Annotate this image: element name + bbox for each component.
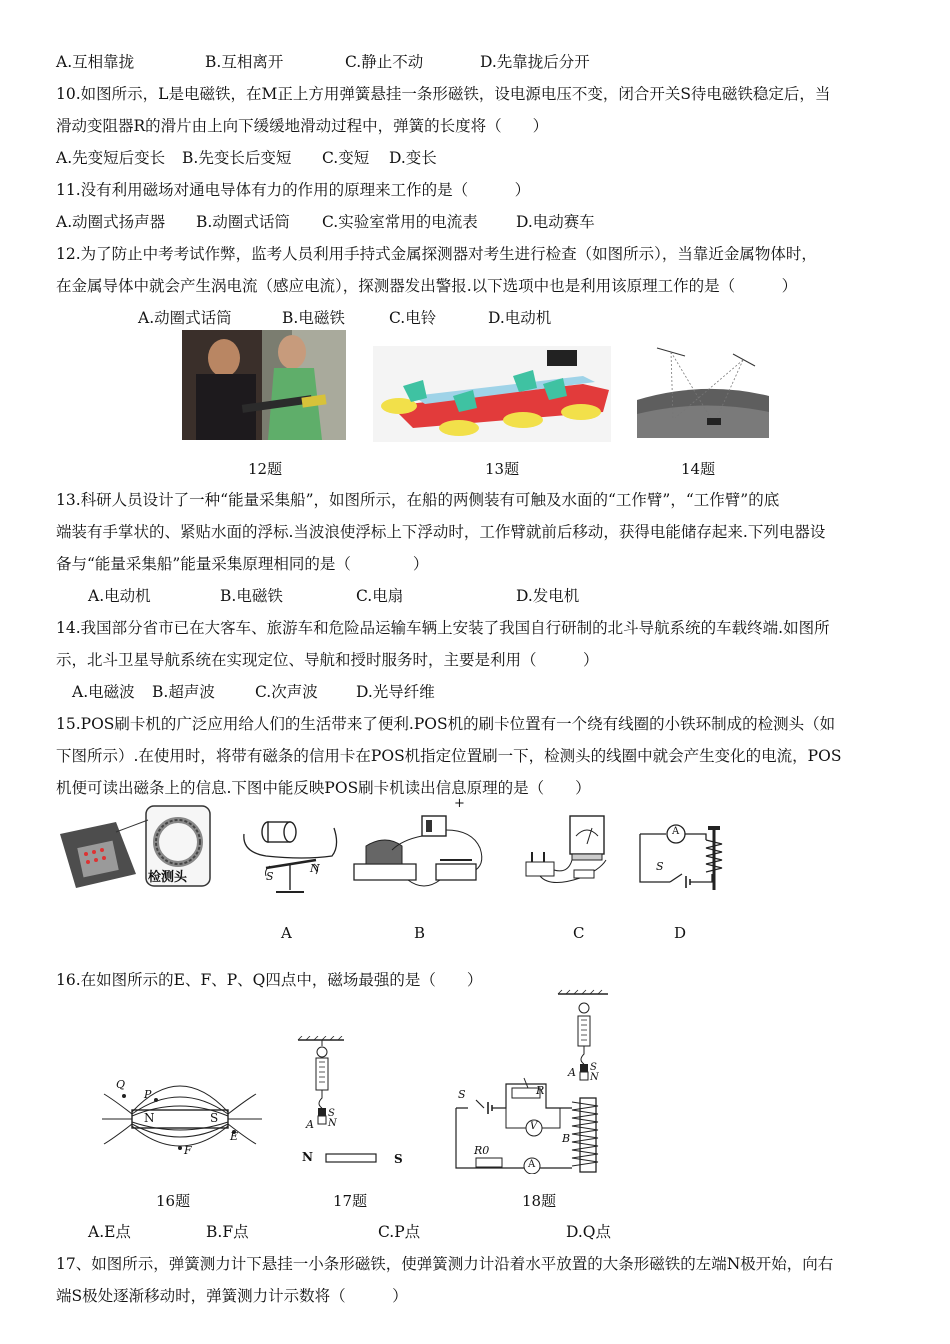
metal-detector-photo: [182, 330, 346, 440]
figure-c-induction-experiment: [520, 814, 624, 890]
q14-option-b: B.超声波: [152, 683, 215, 701]
q10-option-b: B.先变长后变短: [182, 149, 292, 167]
fig18-switch-label: S: [458, 1088, 466, 1101]
fig18-r-label: R: [536, 1084, 545, 1097]
big-magnet-n-label: N: [302, 1150, 313, 1164]
fig18-ammeter-label: A: [528, 1159, 536, 1170]
q9-option-c: C.静止不动: [345, 53, 424, 71]
fig18-a-label: A: [568, 1066, 576, 1079]
q14-option-c: C.次声波: [255, 683, 318, 701]
figure-16-magnetic-field: [96, 1060, 266, 1166]
fig18-caption: 18题: [522, 1192, 557, 1210]
q12-option-d: D.电动机: [488, 309, 552, 327]
q9-option-a: A.互相靠拢: [56, 53, 135, 71]
q14-option-a: A.电磁波: [72, 683, 135, 701]
q15-line-1: 15.POS刷卡机的广泛应用给人们的生活带来了便利.POS机的刷卡位置有一个绕有线圈的小铁环制成的检测头（如: [56, 715, 836, 733]
figure-a-s-label: S: [266, 870, 274, 883]
figure-17-spring-scale: [296, 1036, 416, 1168]
beidou-satellite-figure: [637, 340, 769, 438]
q13-line-3: 备与“能量采集船”能量采集原理相同的是（ ）: [56, 555, 429, 573]
fig13-caption: 13题: [485, 460, 520, 478]
q10-line-1: 10.如图所示，L是电磁铁，在M正上方用弹簧悬挂一条形磁铁，设电源电压不变，闭合开关S待电磁铁稳定后，当: [56, 85, 831, 103]
q10-option-d: D.变长: [389, 149, 437, 167]
figure-b-caption: B: [414, 924, 426, 942]
fig17-caption: 17题: [333, 1192, 368, 1210]
fig17-a-label: A: [306, 1118, 314, 1131]
fig14-caption: 14题: [681, 460, 716, 478]
fig18-r0-label: R0: [474, 1144, 490, 1157]
figure-d-electromagnet-circuit: [636, 820, 728, 894]
q11-option-b: B.动圈式话筒: [196, 213, 290, 231]
q15-line-3: 机便可读出磁条上的信息.下图中能反映POS刷卡机读出信息原理的是（ ）: [56, 779, 591, 797]
q10-option-a: A.先变短后变长: [56, 149, 166, 167]
fig18-voltmeter-label: V: [530, 1121, 538, 1132]
figure-c-caption: C: [573, 924, 585, 942]
q9-option-d: D.先靠拢后分开: [480, 53, 590, 71]
q16-option-d: D.Q点: [566, 1223, 612, 1241]
q13-line-2: 端装有手掌状的、紧贴水面的浮标.当波浪使浮标上下浮动时，工作臂就前后移动，获得电能储存起来.下列电器设: [56, 523, 826, 541]
figure-b-plus-label: +: [454, 796, 465, 811]
f-point-label: F: [184, 1144, 192, 1157]
q14-line-1: 14.我国部分省市已在大客车、旅游车和危险品运输车辆上安装了我国自行研制的北斗导航系统的车载终端.如图所: [56, 619, 830, 637]
fig18-b-label: B: [562, 1132, 571, 1145]
p-point-label: P: [144, 1088, 152, 1101]
q15-line-2: 下图所示）.在使用时，将带有磁条的信用卡在POS机指定位置刷一下，检测头的线圈中就会产生变化的电流，POS: [56, 747, 842, 765]
fig18-s-label: S: [590, 1062, 597, 1073]
q16-line: 16.在如图所示的E、F、P、Q四点中，磁场最强的是（ ）: [56, 971, 483, 989]
q14-line-2: 示，北斗卫星导航系统在实现定位、导航和授时服务时，主要是利用（ ）: [56, 651, 599, 669]
q-point-label: Q: [116, 1078, 126, 1091]
magnet-s-label: S: [210, 1111, 219, 1125]
q12-option-c: C.电铃: [389, 309, 437, 327]
q16-option-c: C.P点: [378, 1223, 421, 1241]
q12-option-b: B.电磁铁: [282, 309, 345, 327]
q11-line: 11.没有利用磁场对通电导体有力的作用的原理来工作的是（ ）: [56, 181, 531, 199]
q11-option-d: D.电动赛车: [516, 213, 595, 231]
fig17-small-s-label: S: [328, 1108, 335, 1119]
figure-b-motor-experiment: [352, 796, 498, 890]
q10-option-c: C.变短: [322, 149, 370, 167]
q13-option-a: A.电动机: [88, 587, 151, 605]
q12-line-2: 在金属导体中就会产生涡电流（感应电流），探测器发出警报.以下选项中也是利用该原理工作的是（ ）: [56, 277, 798, 295]
fig12-caption: 12题: [248, 460, 283, 478]
q16-option-a: A.E点: [88, 1223, 131, 1241]
detector-label: 检测头: [148, 870, 188, 885]
figure-d-switch-label: S: [656, 860, 664, 873]
figure-d-ammeter-label: A: [672, 826, 680, 837]
fig17-small-n-label: N: [328, 1118, 337, 1129]
energy-harvesting-boat-figure: [373, 346, 611, 442]
e-point-label: E: [230, 1130, 239, 1143]
q11-option-a: A.动圈式扬声器: [56, 213, 166, 231]
q13-line-1: 13.科研人员设计了一种“能量采集船”，如图所示，在船的两侧装有可触及水面的“工作臂”，“工作臂”的底: [56, 491, 780, 509]
figure-a-n-label: N: [310, 862, 320, 875]
magnet-n-label: N: [144, 1111, 155, 1125]
q14-option-d: D.光导纤维: [356, 683, 435, 701]
q9-option-b: B.互相离开: [205, 53, 284, 71]
figure-18-electromagnet-circuit: [448, 988, 618, 1174]
q13-option-d: D.发电机: [516, 587, 580, 605]
q12-line-1: 12.为了防止中考考试作弊，监考人员利用手持式金属探测器对考生进行检查（如图所示），当靠近金属物体时，: [56, 245, 817, 263]
q17-line-1: 17、如图所示，弹簧测力计下悬挂一小条形磁铁，使弹簧测力计沿着水平放置的大条形磁铁的左端N极开始，向右: [56, 1255, 834, 1273]
figure-a-caption: A: [281, 924, 292, 942]
q12-option-a: A.动圈式话筒: [138, 309, 232, 327]
q11-option-c: C.实验室常用的电流表: [322, 213, 478, 231]
q13-option-c: C.电扇: [356, 587, 404, 605]
pos-machine-figure: [56, 804, 214, 888]
figure-a-oersted-experiment: [236, 806, 340, 898]
q10-line-2: 滑动变阻器R的滑片由上向下缓缓地滑动过程中，弹簧的长度将（ ）: [56, 117, 549, 135]
fig16-caption: 16题: [156, 1192, 191, 1210]
q17-line-2: 端S极处逐渐移动时，弹簧测力计示数将（ ）: [56, 1287, 408, 1305]
q16-option-b: B.F点: [206, 1223, 249, 1241]
big-magnet-s-label: S: [394, 1152, 403, 1166]
figure-d-caption: D: [674, 924, 687, 942]
q13-option-b: B.电磁铁: [220, 587, 283, 605]
fig18-n-label: N: [590, 1072, 599, 1083]
